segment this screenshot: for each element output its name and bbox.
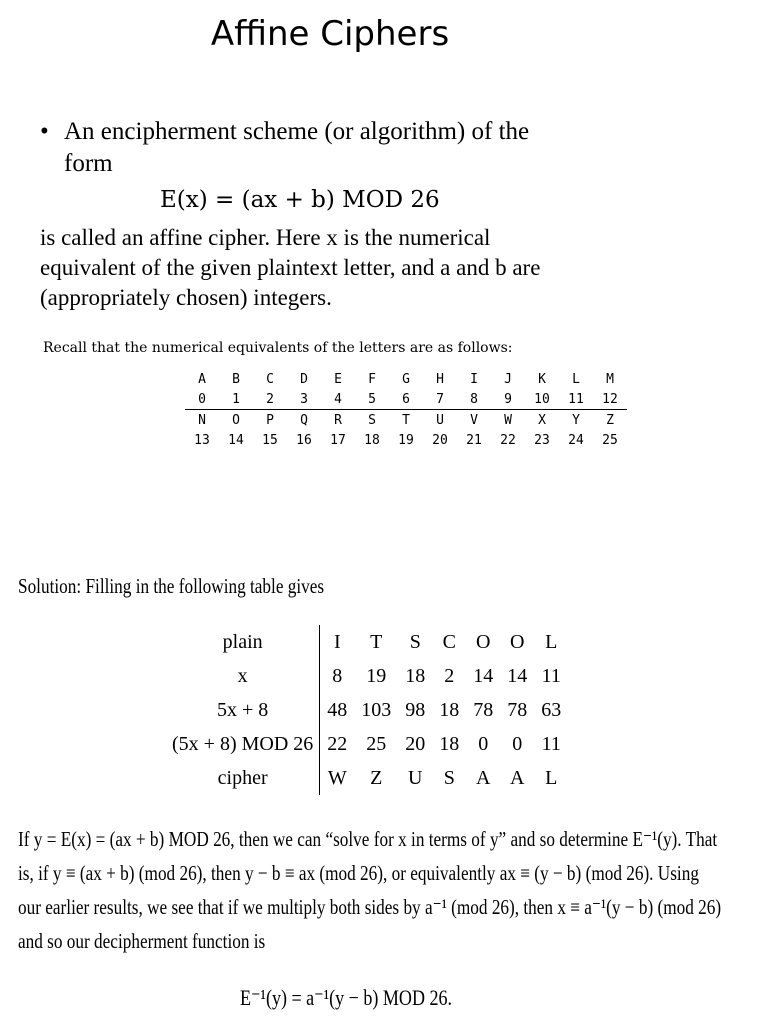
decipher-line: If y = E(x) = (ax + b) MOD 26, then we can “solve for x in terms of y” and so determine E⁻¹(y). That — [18, 827, 718, 851]
solution-table — [165, 625, 568, 795]
letter-table-cell: 8 — [470, 391, 478, 407]
letter-table-cell: 11 — [568, 391, 584, 407]
letter-table-row — [185, 369, 627, 389]
letter-table-cell: H — [436, 371, 444, 387]
letter-table-cell: 25 — [602, 432, 618, 448]
solution-table-row — [165, 761, 568, 795]
solution-table-row — [165, 625, 568, 659]
letter-table-cell: Z — [593, 410, 627, 431]
letter-table-cell: A — [198, 371, 206, 387]
letter-table-cell: 12 — [602, 391, 618, 407]
solution-table-cell: A — [510, 766, 525, 789]
solution-table-row — [165, 693, 568, 727]
solution-table-cell: 103 — [361, 698, 392, 721]
letter-table-cell: 7 — [436, 391, 444, 407]
paragraph-line: (appropriately chosen) integers. — [40, 285, 332, 310]
letter-table-cell: 0 — [198, 391, 206, 407]
letter-table-cell: J — [504, 371, 512, 387]
letter-table-cell: 20 — [432, 432, 448, 448]
letter-table-cell: N — [185, 410, 219, 431]
solution-table-cell: 11 — [541, 732, 561, 755]
solution-text: Solution: Filling in the following table gives — [18, 574, 325, 598]
letter-table-cell: 17 — [330, 432, 346, 448]
letter-table-cell: 5 — [368, 391, 376, 407]
solution-table-row — [165, 727, 568, 761]
letter-table-cell: U — [423, 410, 457, 431]
letter-table-cell: 4 — [334, 391, 342, 407]
letter-table-cell: 2 — [266, 391, 274, 407]
recall-text: Recall that the numerical equivalents of the letters are as follows: — [43, 340, 513, 356]
letter-table-cell: X — [525, 410, 559, 431]
decipher-paragraph — [18, 822, 722, 958]
letter-table-cell: 13 — [194, 432, 210, 448]
solution-row-label: (5x + 8) MOD 26 — [165, 727, 320, 761]
letter-table-cell: E — [334, 371, 342, 387]
letter-table-cell: Q — [287, 410, 321, 431]
solution-table-cell: 0 — [478, 732, 489, 755]
solution-table-cell: T — [370, 630, 383, 653]
letter-table-cell: 18 — [364, 432, 380, 448]
solution-table-cell: 78 — [507, 698, 528, 721]
letter-table-cell: 15 — [262, 432, 278, 448]
decipher-line: our earlier results, we see that if we multiply both sides by a⁻¹ (mod 26), then x ≡ a⁻¹(y − b) (mod 26) — [18, 895, 722, 919]
decipher-line: and so our decipherment function is — [18, 929, 266, 953]
decipher-formula: E⁻¹(y) = a⁻¹(y − b) MOD 26. — [240, 985, 453, 1010]
letter-table-cell: 16 — [296, 432, 312, 448]
letter-table-cell: 14 — [228, 432, 244, 448]
solution-table-cell: 19 — [366, 664, 387, 687]
letter-table-cell: L — [572, 371, 580, 387]
letter-table-cell: K — [538, 371, 546, 387]
letter-table-cell: O — [219, 410, 253, 431]
letter-table-cell: 9 — [504, 391, 512, 407]
solution-table-cell: 18 — [439, 698, 460, 721]
solution-table-cell: 98 — [405, 698, 426, 721]
bullet-glyph: • — [40, 118, 49, 145]
solution-table-cell: 48 — [327, 698, 348, 721]
solution-table-cell: 14 — [507, 664, 528, 687]
bullet-text-1: An encipherment scheme (or algorithm) of the — [64, 118, 530, 145]
solution-table-cell: L — [545, 630, 558, 653]
solution-row-label: x — [165, 659, 320, 693]
paragraph-line: is called an affine cipher. Here x is the numerical — [40, 225, 491, 250]
bullet-line-1 — [40, 118, 529, 146]
solution-row-label: plain — [165, 625, 320, 659]
letter-table-row — [185, 389, 627, 410]
solution-table-cell: 14 — [473, 664, 494, 687]
solution-table-cell: L — [545, 766, 558, 789]
letter-table-cell: B — [232, 371, 240, 387]
letter-table-cell: 22 — [500, 432, 516, 448]
letter-table-cell: V — [457, 410, 491, 431]
solution-table-cell: 20 — [405, 732, 426, 755]
solution-table-cell: 78 — [473, 698, 494, 721]
solution-table-cell: 2 — [444, 664, 455, 687]
letter-table-cell: 24 — [568, 432, 584, 448]
solution-table-cell: C — [442, 630, 456, 653]
solution-row-label: 5x + 8 — [165, 693, 320, 727]
paragraph-line: equivalent of the given plaintext letter, and a and b are — [40, 255, 541, 280]
letter-table-row — [185, 430, 627, 450]
solution-table-cell: S — [409, 630, 421, 653]
letter-table-cell: C — [266, 371, 274, 387]
solution-table-cell: 11 — [541, 664, 561, 687]
letter-table-row — [185, 410, 627, 431]
letter-table-cell: P — [253, 410, 287, 431]
solution-table-cell: S — [443, 766, 455, 789]
letter-table-cell: 10 — [534, 391, 550, 407]
letter-table-cell: R — [321, 410, 355, 431]
solution-table-cell: 18 — [439, 732, 460, 755]
solution-table-cell: Z — [370, 766, 383, 789]
solution-row-label: cipher — [165, 761, 320, 795]
letter-table-cell: I — [470, 371, 478, 387]
letter-table-cell: S — [355, 410, 389, 431]
solution-table-row — [165, 659, 568, 693]
letter-table-cell: D — [300, 371, 308, 387]
solution-table-cell: U — [408, 766, 423, 789]
solution-table-cell: 8 — [332, 664, 343, 687]
letter-table-cell: 6 — [402, 391, 410, 407]
solution-table-cell: 18 — [405, 664, 426, 687]
letter-table-cell: 21 — [466, 432, 482, 448]
solution-table-cell: O — [476, 630, 491, 653]
solution-table-cell: 0 — [512, 732, 523, 755]
description-paragraph — [40, 223, 600, 313]
letter-table-cell: 23 — [534, 432, 550, 448]
solution-table-cell: A — [476, 766, 491, 789]
page-title: Affine Ciphers — [210, 14, 450, 54]
letter-table-cell: W — [491, 410, 525, 431]
solution-table-cell: 63 — [541, 698, 562, 721]
solution-table-cell: 25 — [366, 732, 387, 755]
affine-formula: E(x) = (ax + b) MOD 26 — [160, 187, 440, 213]
bullet-text-2: form — [64, 150, 113, 177]
decipher-line: is, if y ≡ (ax + b) (mod 26), then y − b ≡ ax (mod 26), or equivalently ax ≡ (y − b) (mod 26). Using — [18, 861, 699, 885]
letter-table-cell: 1 — [232, 391, 240, 407]
letter-table-cell: F — [368, 371, 376, 387]
letter-table-cell: 19 — [398, 432, 414, 448]
letter-equivalents-table — [185, 369, 627, 450]
solution-table-cell: W — [327, 766, 347, 789]
letter-table-cell: M — [606, 371, 614, 387]
letter-table-cell: G — [402, 371, 410, 387]
solution-table-cell: 22 — [327, 732, 348, 755]
letter-table-cell: 3 — [300, 391, 308, 407]
letter-table-cell: Y — [559, 410, 593, 431]
letter-table-cell: T — [389, 410, 423, 431]
solution-table-cell: O — [510, 630, 525, 653]
solution-table-cell: I — [333, 630, 341, 653]
